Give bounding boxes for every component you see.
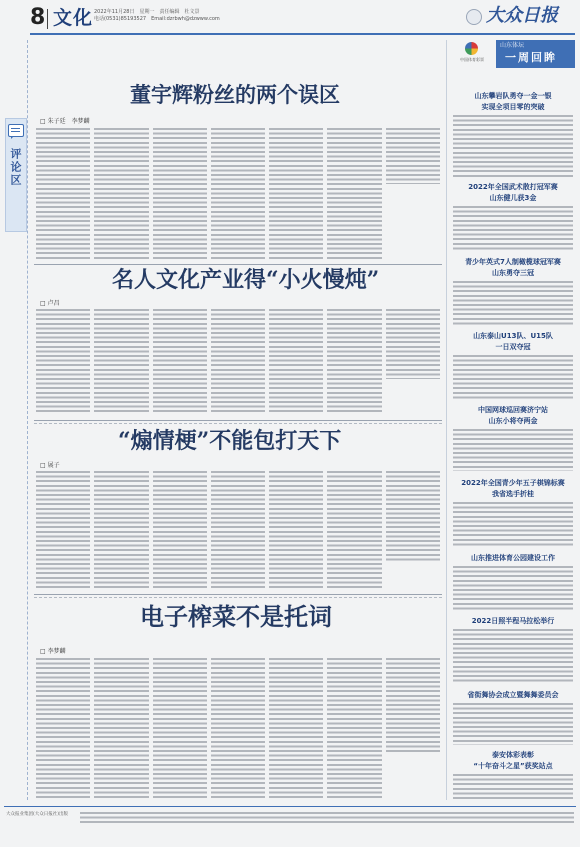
- sidebar-item-title: 山东泰山U13队、U15队: [473, 332, 553, 340]
- column-tag-label: 评论区: [9, 148, 22, 187]
- text-column: [94, 658, 148, 798]
- article-body: [36, 658, 440, 798]
- date-line: 2022年11月28日 星期一 责任编辑 杜文景: [94, 9, 200, 15]
- sidebar-item-title: 2022年全国青少年五子棋锦标赛: [461, 479, 565, 487]
- sidebar-item-body: [453, 115, 573, 177]
- sidebar-item-body: [453, 206, 573, 252]
- footer-rule: [4, 806, 576, 807]
- text-column: [211, 128, 265, 260]
- footer-details: [80, 812, 574, 826]
- page-number: 8: [30, 5, 46, 30]
- article-body: [36, 309, 440, 415]
- text-column: [386, 128, 440, 184]
- sidebar-title: 一周回眸: [505, 51, 557, 64]
- article-headline: 名人文化产业得“小火慢炖”: [112, 267, 380, 293]
- article-separator: [34, 264, 442, 265]
- masthead-emblem-icon: [466, 9, 482, 25]
- article-separator: [34, 423, 442, 424]
- text-column: [269, 128, 323, 260]
- left-margin-line: [27, 40, 28, 800]
- text-column: [36, 309, 90, 415]
- text-column: [269, 309, 323, 415]
- sidebar-item-title: 山东健儿获3金: [489, 194, 537, 202]
- lottery-brand: 中国体育彩票: [460, 57, 484, 62]
- article-byline: □ 展子: [40, 462, 60, 469]
- section-title: 文化: [53, 7, 94, 29]
- text-column: [94, 309, 148, 415]
- masthead-logo: 大众日报: [486, 5, 558, 26]
- speech-bubble-icon: [8, 124, 24, 137]
- dateline: [94, 9, 220, 23]
- article-headline: 董宇辉粉丝的两个误区: [130, 82, 340, 107]
- text-column: [269, 471, 323, 589]
- footer-imprint: 大众报业集团(大众日报社)出版: [6, 812, 69, 817]
- contact-line: 电话(0531)85193527 Email:dzrbwh@dzwww.com: [94, 16, 220, 22]
- text-column: [386, 471, 440, 561]
- text-column: [269, 658, 323, 798]
- article-byline: □ 李梦麟: [40, 648, 66, 655]
- text-column: [36, 128, 90, 260]
- sidebar-item-title: 2022日照半程马拉松举行: [471, 617, 555, 625]
- sidebar-item-body: [453, 703, 573, 745]
- text-column: [327, 309, 381, 415]
- text-column: [153, 471, 207, 589]
- article-byline: □ 朱子廷 李梦麟: [40, 118, 90, 125]
- sidebar-item-body: [453, 502, 573, 546]
- sidebar-item-title: 中国网球巡回赛济宁站: [478, 406, 548, 414]
- article-byline: □ 卢昌: [40, 300, 60, 307]
- text-column: [211, 471, 265, 589]
- sidebar-item-title: 山东推进体育公园建设工作: [471, 554, 555, 562]
- header-divider: [47, 9, 48, 29]
- text-column: [386, 309, 440, 379]
- sidebar-item-title: 一日双夺冠: [495, 343, 531, 351]
- article-separator: [34, 420, 442, 421]
- text-column: [327, 128, 381, 260]
- sidebar-item-body: [453, 355, 573, 399]
- sidebar-divider: [446, 40, 447, 800]
- article-separator: [34, 594, 442, 595]
- article-headline: 电子榨菜不是托词: [140, 602, 332, 631]
- text-column: [36, 658, 90, 798]
- sidebar-item-title: 青少年英式7人制橄榄球冠军赛: [465, 258, 561, 266]
- sidebar-item-title: 山东攀岩队勇夺一金一银: [474, 92, 552, 100]
- sidebar-item-title: 省街舞协会成立暨舞舞委员会: [467, 691, 559, 699]
- sidebar-item-title: 实现全项目零的突破: [481, 103, 545, 111]
- sidebar-item-body: [453, 429, 573, 471]
- text-column: [94, 471, 148, 589]
- text-column: [327, 471, 381, 589]
- header-rule: [30, 33, 575, 35]
- sidebar-item-body: [453, 629, 573, 683]
- article-separator: [34, 597, 442, 598]
- sidebar-item-title: 我省选手折桂: [492, 490, 534, 498]
- article-headline: “煽情梗”不能包打天下: [118, 428, 342, 454]
- text-column: [211, 658, 265, 798]
- lottery-logo: [452, 42, 492, 66]
- sidebar-item-body: [453, 281, 573, 325]
- text-column: [36, 471, 90, 589]
- sidebar-item-title: 山东勇夺三冠: [492, 269, 534, 277]
- sidebar-item-title: 山东小将夺两金: [488, 417, 538, 425]
- article-body: [36, 128, 440, 260]
- text-column: [211, 309, 265, 415]
- sidebar-item-body: [453, 774, 573, 800]
- text-column: [153, 309, 207, 415]
- sidebar-item-title: 泰安体彩表彰: [492, 751, 534, 759]
- sidebar-item-body: [453, 566, 573, 610]
- text-column: [327, 658, 381, 798]
- lottery-emblem-icon: [465, 42, 478, 55]
- sidebar-item-title: 2022年全国武术散打冠军赛: [468, 183, 558, 191]
- text-column: [386, 658, 440, 754]
- sidebar-item-title: “十年奋斗之星”获奖站点: [473, 762, 553, 770]
- text-column: [94, 128, 148, 260]
- article-body: [36, 471, 440, 589]
- text-column: [153, 658, 207, 798]
- sidebar-kicker: 山东体坛: [500, 42, 525, 49]
- text-column: [153, 128, 207, 260]
